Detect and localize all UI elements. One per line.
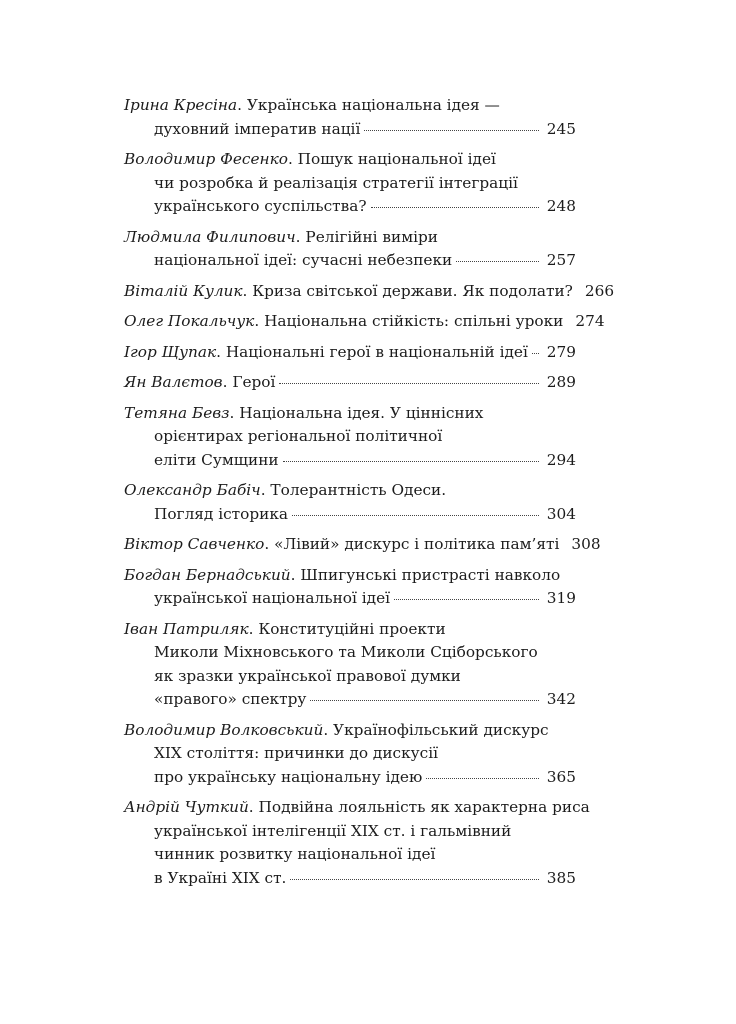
dot-leader (290, 879, 538, 880)
toc-line-text: Тетяна Бевз. Національна ідея. У ціннісних (124, 403, 484, 422)
toc-title-line: Подвійна лояльність як характерна риса (258, 798, 590, 816)
toc-line-text (154, 503, 288, 527)
toc-title-line: української національної ідеї (154, 589, 391, 607)
toc-page-number: 266 (584, 281, 615, 300)
toc-line (124, 533, 601, 557)
toc-line-text: Іван Патриляк. Конституційні проекти (124, 619, 446, 638)
toc-page-number: 257 (546, 251, 576, 269)
toc-title-line: чинник розвитку національної ідеї (154, 845, 436, 863)
toc-title-line: Національні герої в національній ідеї (225, 342, 528, 361)
toc-line (124, 226, 576, 250)
toc-title-line: еліти Сумщини (154, 450, 279, 469)
toc-title-line: орієнтирах регіональної політичної (154, 427, 443, 445)
toc-page-number: 289 (546, 373, 576, 391)
toc-page-number: 274 (575, 312, 605, 330)
toc-author: Тетяна Бевз (124, 403, 230, 422)
toc-author: Ігор Щупак (124, 342, 217, 361)
toc-line-text (154, 249, 452, 273)
toc-line-text: Ян Валєтов. Герої (124, 373, 276, 391)
toc-title-line: «Лівий» дискурс і політика пам’яті (274, 535, 560, 553)
toc-line-text: Віктор Савченко. «Лівий» дискурс і політика пам’яті (124, 535, 560, 553)
dot-leader (279, 383, 538, 384)
toc-line (124, 425, 576, 449)
toc-entry[interactable] (124, 719, 576, 790)
toc-line (124, 742, 576, 766)
toc-line-text: Ігор Щупак. Національні герої в національній ідеї (124, 342, 528, 361)
toc-line (124, 94, 576, 118)
toc-line (124, 766, 576, 790)
toc-author: Ірина Кресіна (124, 96, 238, 114)
toc-line-text: Володимир Волковський. Українофільський дискурс (124, 720, 549, 739)
toc-line-text (154, 822, 511, 840)
toc-title-line: про українську національну ідею (154, 767, 423, 786)
toc-author: Володимир Фесенко (124, 150, 288, 168)
toc-title-line: Українська національна ідея — (246, 96, 500, 114)
toc-title-line: чи розробка й реалізація стратегії інтеграції (154, 173, 518, 192)
toc-line-text (154, 449, 279, 473)
toc-entry[interactable] (124, 618, 576, 712)
toc-line-text (154, 643, 538, 661)
toc-author: Андрій Чуткий (124, 798, 249, 816)
toc-entry[interactable] (124, 479, 576, 526)
toc-line-text (154, 744, 438, 762)
toc-entry[interactable] (124, 310, 605, 334)
dot-leader (426, 778, 539, 779)
toc-entry[interactable] (124, 796, 590, 890)
toc-title-line: Миколи Міхновського та Миколи Сціборського (154, 643, 538, 661)
toc-author: Володимир Волковський (124, 720, 324, 739)
toc-title-line: Пошук національної ідеї (297, 150, 496, 168)
toc-line (124, 587, 576, 611)
toc-line (124, 195, 576, 219)
toc-line (124, 796, 590, 820)
toc-line (124, 172, 576, 196)
toc-entry[interactable] (124, 564, 576, 611)
toc-line (124, 118, 576, 142)
toc-line (124, 867, 576, 891)
dot-leader (456, 261, 539, 262)
toc-line-text: Ірина Кресіна. Українська національна ідея — (124, 96, 500, 114)
toc-line (124, 479, 576, 503)
toc-title-line: Українофільський дискурс (333, 720, 549, 739)
toc-line (124, 820, 576, 844)
toc-title-line: українського суспільства? (154, 197, 367, 215)
toc-line-text (154, 195, 367, 219)
toc-author: Віктор Савченко (124, 535, 265, 553)
toc-line-text: Віталій Кулик. Криза світської держави. Як подолати? (124, 281, 573, 300)
toc-line-text (154, 766, 422, 790)
toc-line (124, 564, 576, 588)
toc-line (124, 402, 576, 426)
toc-line (124, 449, 576, 473)
toc-line (124, 249, 576, 273)
toc-line (124, 503, 576, 527)
toc-line (124, 148, 576, 172)
toc-title-line: як зразки української правової думки (154, 666, 461, 685)
toc-page-number: 294 (546, 450, 576, 469)
toc-line-text: Олег Покальчук. Національна стійкість: спільні уроки (124, 312, 564, 330)
toc-line (124, 310, 605, 334)
toc-entry[interactable] (124, 533, 601, 557)
toc-title-line: української інтелігенції ХІХ ст. і гальмівний (154, 821, 512, 840)
toc-title-line: в Україні ХІХ ст. (154, 868, 287, 887)
toc-line-text (154, 688, 306, 712)
toc-title-line: Криза світської держави. Як подолати? (252, 281, 573, 300)
toc-page-number: 385 (546, 868, 576, 887)
toc-author: Віталій Кулик (124, 281, 243, 300)
toc-page-number: 279 (546, 342, 576, 361)
toc-page-number: 248 (546, 197, 576, 215)
toc-entry[interactable] (124, 280, 615, 304)
dot-leader (371, 207, 539, 208)
toc-line (124, 618, 576, 642)
dot-leader (532, 353, 539, 354)
toc-title-line: ХІХ століття: причинки до дискусії (154, 744, 439, 762)
toc-page-number: 319 (546, 589, 576, 607)
toc-author: Олександр Бабіч (124, 481, 261, 499)
toc-line-text (154, 118, 360, 142)
toc-author: Іван Патриляк (124, 619, 249, 638)
toc-line (124, 688, 576, 712)
toc-author: Богдан Бернадський (124, 565, 291, 584)
toc-title-line: «правого» спектру (154, 690, 307, 708)
toc-entry[interactable] (124, 148, 576, 219)
toc-line (124, 665, 576, 689)
toc-line (124, 719, 576, 743)
toc-entry[interactable] (124, 402, 576, 473)
toc-author: Ян Валєтов (124, 373, 223, 391)
toc-title-line: Національна ідея. У ціннісних (239, 403, 484, 422)
dot-leader (283, 461, 539, 462)
toc-title-line: Шпигунські пристрасті навколо (300, 565, 561, 584)
toc-page-number: 308 (571, 535, 601, 553)
dot-leader (310, 700, 538, 701)
toc-line (124, 341, 576, 365)
toc-page-number: 365 (546, 767, 576, 786)
toc-line (124, 371, 576, 395)
toc-author: Людмила Филипович (124, 227, 296, 246)
toc-line-text (154, 667, 461, 685)
dot-leader (394, 599, 539, 600)
toc-title-line: Конституційні проекти (258, 619, 446, 638)
toc-line-text: Людмила Филипович. Релігійні виміри (124, 227, 438, 246)
toc-line-text: Володимир Фесенко. Пошук національної ідеї (124, 150, 496, 168)
toc-entry[interactable] (124, 341, 576, 365)
toc-page-number: 304 (546, 504, 576, 523)
dot-leader (364, 130, 538, 131)
toc-entry[interactable] (124, 371, 576, 395)
toc-title-line: Герої (232, 373, 276, 391)
toc-line-text: Богдан Бернадський. Шпигунські пристрасті навколо (124, 565, 561, 584)
dot-leader (292, 515, 539, 516)
toc-title-line: Релігійні виміри (305, 227, 438, 246)
toc-author: Олег Покальчук (124, 312, 255, 330)
toc-line-text: Андрій Чуткий. Подвійна лояльність як характерна риса (124, 798, 590, 816)
toc-title-line: духовний імператив нації (154, 119, 361, 138)
toc-page-number: 245 (546, 119, 576, 138)
toc-title-line: Національна стійкість: спільні уроки (264, 312, 564, 330)
toc-title-line: Погляд історика (154, 504, 289, 523)
toc-entry[interactable] (124, 94, 576, 141)
toc-line (124, 280, 615, 304)
toc-title-line: Толерантність Одеси. (270, 481, 447, 499)
toc-line-text (154, 174, 518, 192)
toc-line-text (154, 867, 286, 891)
toc-line-text (154, 427, 442, 445)
toc-line (124, 641, 576, 665)
table-of-contents (124, 94, 615, 897)
toc-title-line: національної ідеї: сучасні небезпеки (154, 251, 453, 269)
toc-line (124, 843, 576, 867)
toc-line-text (154, 587, 390, 611)
toc-entry[interactable] (124, 226, 576, 273)
toc-page-number: 342 (546, 690, 576, 708)
toc-line-text (154, 845, 435, 863)
toc-line-text: Олександр Бабіч. Толерантність Одеси. (124, 481, 447, 499)
